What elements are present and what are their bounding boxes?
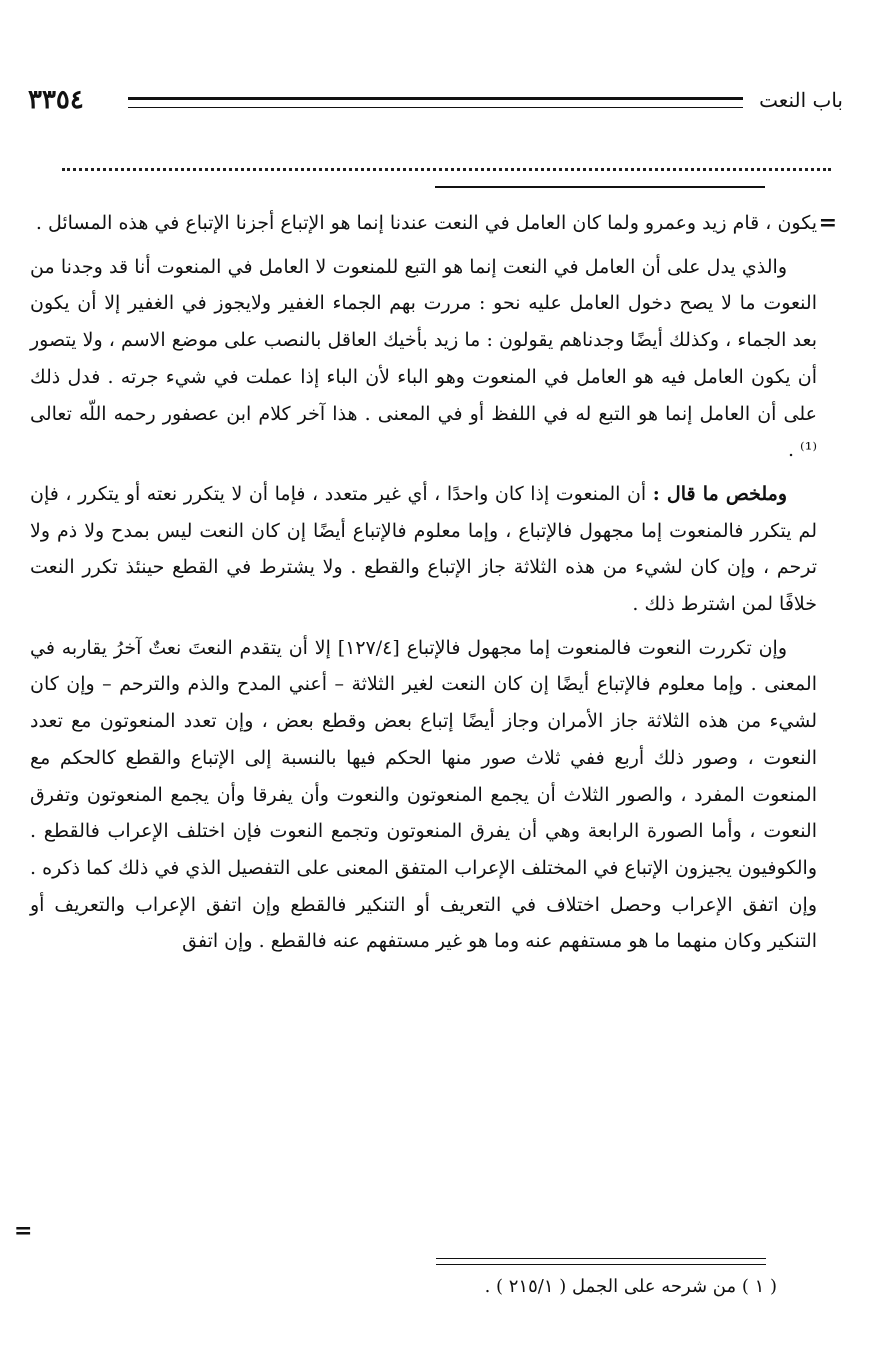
paragraph-1: يكون ، قام زيد وعمرو ولما كان العامل في النعت عندنا إنما هو الإتباع أجزنا الإتباع في هذه المسائل . [35,212,817,234]
continuation-mark-bottom: = [14,1218,33,1244]
page-header [28,80,843,120]
chapter-title: باب النعت [759,88,843,112]
dotted-separator [62,148,831,171]
footnote-continuation-rule [435,186,765,188]
footnote-rule [436,1258,766,1265]
header-rule [128,97,743,108]
paragraph-3-lead: وملخص ما قال : [652,482,788,505]
body-text [30,205,817,967]
paragraph-3-body: أن المنعوت إذا كان واحدًا ، أي غير متعدد ، فإما أن لا يتكرر نعته أو يتكرر ، فإن لم يتكرر فالمنعوت إما مجهول فالإتباع ، وإما معلوم فالإتباع أيضًا إن كان النعت ليس بمدح ولا ذم ولا ترحم ، وإن كان لشيء من هذه الثلاثة جاز الإتباع والقطع . ولا يشترط في القطع حينئذ تكرر النعت خلافًا لمن اشترط ذلك . [30,482,817,616]
paragraph-3 [30,476,817,623]
paragraph-4: وإن تكررت النعوت فالمنعوت إما مجهول فالإتباع [١٢٧/٤] إلا أن يتقدم النعتَ نعتٌ آخرُ يقاربه في المعنى . وإما معلوم فالإتباع أيضًا إن كان النعت لغير الثلاثة – أعني المدح والذم والترحم – وإن كان لشيء من هذه الثلاثة جاز الأمران وجاز أيضًا إتباع بعض وقطع بعض ، وإن تعدد المنعوتون مع تعدد النعوت ، وصور ذلك أربع ففي ثلاث صور منها الحكم فيها بالنسبة إلى الإتباع والقطع كالحكم مع المنعوت المفرد ، والصور الثلاث أن يجمع المنعوتون والنعوت وأن يفرقا وأن يجمع المنعوتون وتفرق النعوت ، وأما الصورة الرابعة وهي أن يفرق المنعوتون وتجمع النعوت فإن اختلف الإعراب فالقطع . والكوفيون يجيزون الإتباع في المختلف الإعراب المتفق المعنى على التفصيل الذي في ذلك كما ذكره . وإن اتفق الإعراب وحصل اختلاف في التعريف أو التنكير فالقطع وإن اتفق الإعراب والتعريف أو التنكير وكان منهما ما هو مستفهم عنه وما هو غير مستفهم عنه فالقطع . وإن اتفق [30,636,817,953]
footnote: ( ١ ) من شرحه على الجمل ( ٢١٥/١ ) . [484,1276,777,1297]
continuation-mark-top: = [818,210,837,236]
paragraph-2: والذي يدل على أن العامل في النعت إنما هو التبع للمنعوت لا العامل في المنعوت أنا قد وجدنا من النعوت ما لا يصح دخول العامل عليه نحو : مررت بهم الجماء الغفير ولايجوز في الغفير إلا أن يكون بعد الجماء ، وكذلك أيضًا وجدناهم يقولون : ما زيد بأخيك العاقل بالنصب على موضع الاسم ، ولا يتصور أن يكون العامل فيه هو العامل في المنعوت وهو الباء لأن الباء إذا عملت في شيء جرته . فدل ذلك على أن العامل إنما هو التبع له في اللفظ أو في المعنى . هذا آخر كلام ابن عصفور رحمه اللّه تعالى ⁽¹⁾ . [30,255,817,462]
page-number: ٣٣٥٤ [28,85,84,115]
